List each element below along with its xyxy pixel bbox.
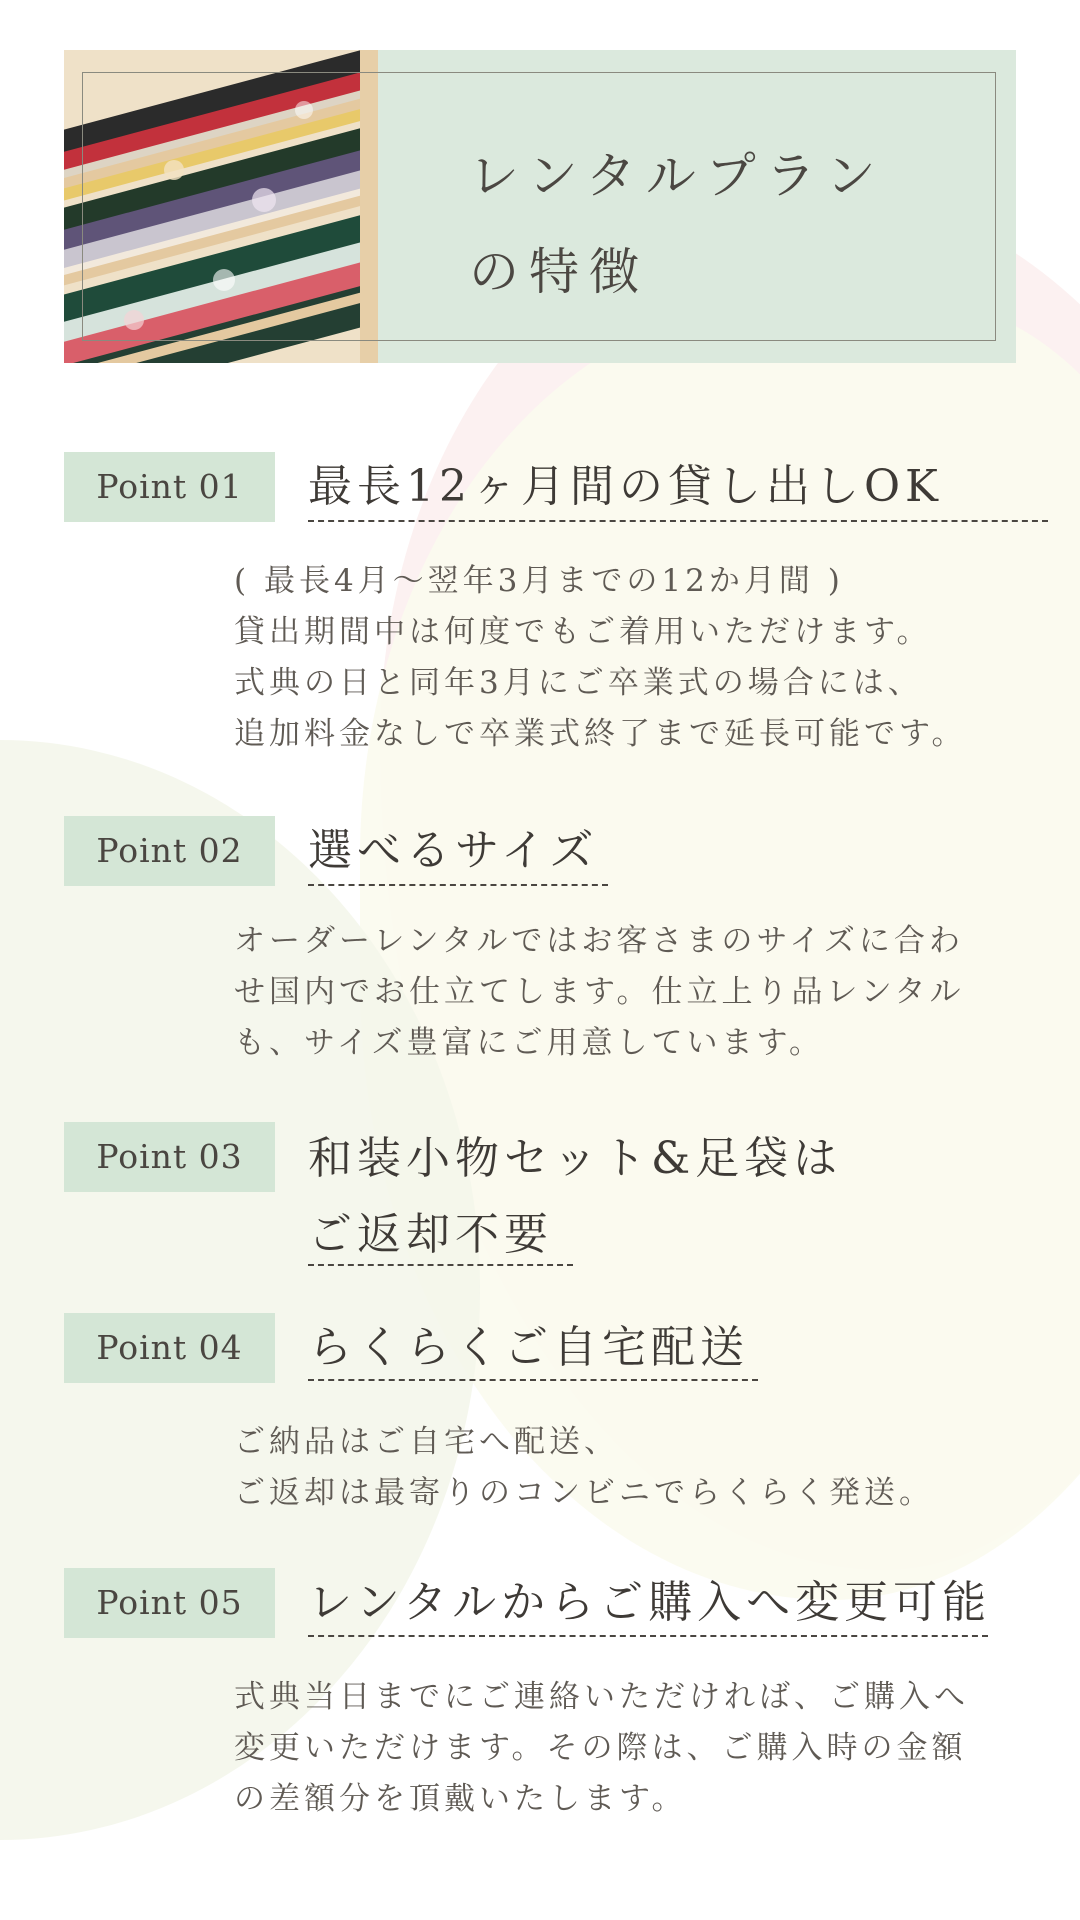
point-title: らくらくご自宅配送 [308, 1322, 749, 1373]
point-description: ご納品はご自宅へ配送、 ご返却は最寄りのコンビニでらくらく発送。 [234, 1424, 934, 1511]
point-title-underline [308, 1264, 573, 1266]
point-badge: Point 02 [64, 816, 275, 886]
point-badge: Point 01 [64, 452, 275, 522]
point-title-underline [308, 884, 608, 886]
point-badge: Point 05 [64, 1568, 275, 1638]
header-banner [64, 50, 1016, 363]
point-title: 和装小物セット&足袋は ご返却不要 [308, 1133, 843, 1260]
kimono-shelf-photo [64, 50, 378, 363]
point-title-underline [308, 1635, 988, 1637]
point-title-underline [308, 520, 1048, 522]
page-title: レンタルプラン の特徴 [469, 147, 886, 301]
point-badge: Point 03 [64, 1122, 275, 1192]
point-badge: Point 04 [64, 1313, 275, 1383]
point-description: 式典当日までにご連絡いただければ、ご購入へ 変更いただけます。その際は、ご購入時の金額 の差額分を頂戴いたします。 [234, 1679, 969, 1817]
point-description: ( 最長4月〜翌年3月までの12か月間 ) 貸出期間中は何度でもご着用いただけます。 式典の日と同年3月にご卒業式の場合には、 追加料金なしで卒業式終了まで延長可能です。 [234, 563, 967, 752]
point-description: オーダーレンタルではお客さまのサイズに合わ せ国内でお仕立てします。仕立上り品レンタル も、サイズ豊富にご用意しています。 [234, 923, 965, 1061]
point-title: 選べるサイズ [308, 825, 599, 876]
point-title-underline [308, 1379, 758, 1381]
point-title: 最長12ヶ月間の貸し出しOK [308, 461, 943, 512]
point-title: レンタルからご購入へ変更可能 [308, 1577, 992, 1628]
